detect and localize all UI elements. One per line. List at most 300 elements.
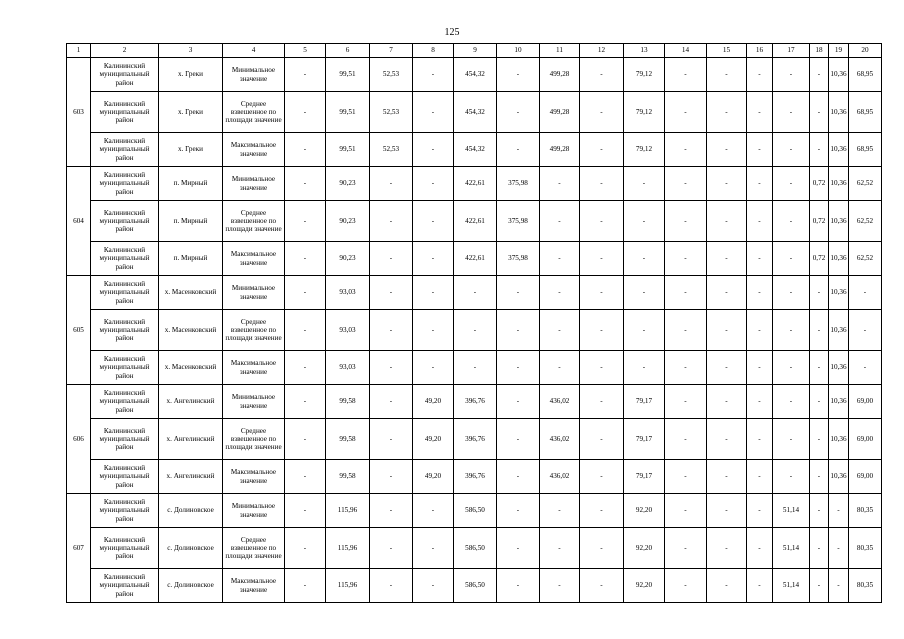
table-cell: Максимальное значение [223,351,285,385]
table-cell: - [370,351,413,385]
table-cell: 99,58 [326,419,370,460]
row-group-id: 607 [67,494,91,603]
table-cell: - [707,201,747,242]
table-cell: - [624,242,665,276]
table-cell: - [810,133,829,167]
table-cell: - [413,58,454,92]
table-cell: - [413,167,454,201]
table-cell: - [454,351,497,385]
table-cell: - [747,419,773,460]
table-cell: х. Масенковский [159,276,223,310]
table-cell: 99,51 [326,58,370,92]
table-cell: - [829,569,849,603]
table-cell: - [747,201,773,242]
column-header: 14 [665,44,707,58]
table-cell: - [773,419,810,460]
table-cell: - [747,569,773,603]
table-cell: 586,50 [454,494,497,528]
table-cell: х. Ангелинский [159,385,223,419]
table-cell: 375,98 [497,201,540,242]
table-cell: Калининский муниципальный район [91,351,159,385]
table-cell: - [413,351,454,385]
table-cell: - [285,92,326,133]
table-cell: 10,36 [829,167,849,201]
table-cell: 10,36 [829,419,849,460]
table-cell: 69,00 [849,385,882,419]
table-cell: Среднее взвешенное по площади значение [223,528,285,569]
table-cell: - [665,385,707,419]
table-cell: - [810,494,829,528]
table-cell: 115,96 [326,569,370,603]
row-group-id: 603 [67,58,91,167]
column-header: 8 [413,44,454,58]
table-cell: - [497,569,540,603]
table-cell: - [665,419,707,460]
table-cell: - [624,201,665,242]
table-cell: 0,72 [810,167,829,201]
table-row [67,569,882,603]
table-cell: х. Масенковский [159,351,223,385]
table-cell: Калининский муниципальный район [91,167,159,201]
table-cell: 375,98 [497,242,540,276]
table-cell: 51,14 [773,569,810,603]
table-cell: 51,14 [773,528,810,569]
table-cell: - [707,460,747,494]
table-cell: с. Долиновское [159,528,223,569]
table-cell: - [540,242,580,276]
table-cell: Калининский муниципальный район [91,133,159,167]
table-cell: х. Греки [159,92,223,133]
table-cell: - [707,419,747,460]
table-cell: - [849,351,882,385]
table-cell: Калининский муниципальный район [91,569,159,603]
table-cell: - [370,569,413,603]
table-row [67,133,882,167]
table-cell: 436,02 [540,419,580,460]
table-cell: Максимальное значение [223,133,285,167]
table-row [67,494,882,528]
table-cell: х. Греки [159,58,223,92]
table-cell: 93,03 [326,351,370,385]
table-cell: - [285,419,326,460]
table-cell: 499,28 [540,58,580,92]
table-cell: 92,20 [624,494,665,528]
table-cell: - [540,528,580,569]
table-cell: - [624,351,665,385]
table-cell: - [370,460,413,494]
table-cell: 62,52 [849,201,882,242]
table-cell: - [747,276,773,310]
table-cell: - [370,419,413,460]
table-cell: - [285,58,326,92]
table-cell: - [285,528,326,569]
table-cell: Калининский муниципальный район [91,92,159,133]
table-cell: 90,23 [326,242,370,276]
column-header: 20 [849,44,882,58]
table-cell: - [413,92,454,133]
column-header: 11 [540,44,580,58]
table-cell: 436,02 [540,385,580,419]
table-cell: - [773,58,810,92]
table-cell: - [413,310,454,351]
table-cell: 80,35 [849,569,882,603]
table-cell: - [413,494,454,528]
table-cell: х. Ангелинский [159,419,223,460]
table-cell: - [665,460,707,494]
table-cell: - [540,167,580,201]
table-cell: 49,20 [413,460,454,494]
table-row [67,167,882,201]
table-cell: - [540,201,580,242]
table-cell: - [580,351,624,385]
table-cell: - [580,276,624,310]
table-cell: - [580,310,624,351]
table-cell: 99,51 [326,92,370,133]
table-cell: - [580,419,624,460]
table-cell: х. Ангелинский [159,460,223,494]
table-cell: - [580,494,624,528]
table-cell: 375,98 [497,167,540,201]
table-cell: 436,02 [540,460,580,494]
table-cell: - [497,92,540,133]
table-cell: - [773,133,810,167]
table-row [67,276,882,310]
table-cell: - [540,494,580,528]
row-group-id: 606 [67,385,91,494]
table-cell: 90,23 [326,201,370,242]
table-cell: - [413,242,454,276]
table-cell: - [747,460,773,494]
table-row [67,385,882,419]
table-cell: - [707,167,747,201]
table-cell: - [773,310,810,351]
table-cell: Калининский муниципальный район [91,242,159,276]
table-cell: Калининский муниципальный район [91,201,159,242]
table-cell: 69,00 [849,460,882,494]
table-cell: - [810,419,829,460]
table-cell: 10,36 [829,460,849,494]
table-cell: - [413,201,454,242]
table-cell: 10,36 [829,92,849,133]
table-cell: - [580,167,624,201]
table-cell: - [665,351,707,385]
table-cell: - [497,419,540,460]
table-cell: 99,58 [326,460,370,494]
table-cell: - [773,92,810,133]
table-cell: 586,50 [454,528,497,569]
table-cell: Калининский муниципальный район [91,528,159,569]
table-cell: - [747,133,773,167]
table-cell: - [747,58,773,92]
table-cell: 62,52 [849,167,882,201]
table-cell: - [773,167,810,201]
table-cell: - [810,58,829,92]
table-cell: - [849,310,882,351]
table-cell: - [540,569,580,603]
table-cell: - [285,310,326,351]
table-cell: 115,96 [326,494,370,528]
table-cell: Максимальное значение [223,460,285,494]
table-cell: 62,52 [849,242,882,276]
table-cell: Максимальное значение [223,242,285,276]
table-cell: - [747,167,773,201]
table-cell: - [810,460,829,494]
table-cell: п. Мирный [159,167,223,201]
table-cell: 10,36 [829,310,849,351]
table-cell: Среднее взвешенное по площади значение [223,201,285,242]
table-cell: 499,28 [540,92,580,133]
table-cell: - [773,460,810,494]
table-cell: 68,95 [849,58,882,92]
table-row [67,528,882,569]
table-cell: Максимальное значение [223,569,285,603]
table-cell: - [285,201,326,242]
table-cell: 99,51 [326,133,370,167]
table-cell: - [707,242,747,276]
table-cell: - [707,528,747,569]
table-cell: 90,23 [326,167,370,201]
table-cell: - [624,167,665,201]
table-cell: - [580,58,624,92]
row-group-id: 605 [67,276,91,385]
table-cell: - [580,133,624,167]
header-row [67,44,882,58]
column-header: 6 [326,44,370,58]
table-row [67,310,882,351]
table-cell: - [413,569,454,603]
table-cell: 454,32 [454,58,497,92]
table-cell: - [665,201,707,242]
table-cell: Калининский муниципальный район [91,310,159,351]
table-cell: - [707,92,747,133]
table-cell: - [285,242,326,276]
table-cell: Среднее взвешенное по площади значение [223,92,285,133]
row-group-id: 604 [67,167,91,276]
table-cell: 0,72 [810,242,829,276]
table-cell: 10,36 [829,133,849,167]
table-cell: 68,95 [849,92,882,133]
table-cell: - [370,494,413,528]
table-cell: 0,72 [810,201,829,242]
table-cell: Минимальное значение [223,58,285,92]
table-cell: 68,95 [849,133,882,167]
table-cell: 92,20 [624,569,665,603]
table-cell: 93,03 [326,310,370,351]
table-cell: Калининский муниципальный район [91,494,159,528]
table-cell: 92,20 [624,528,665,569]
table-cell: - [829,528,849,569]
table-cell: - [370,385,413,419]
table-cell: - [580,92,624,133]
table-cell: - [497,528,540,569]
table-cell: - [540,310,580,351]
column-header: 13 [624,44,665,58]
table-cell: Калининский муниципальный район [91,419,159,460]
table-cell: - [810,276,829,310]
column-header: 1 [67,44,91,58]
table-cell: Калининский муниципальный район [91,460,159,494]
table-cell: 49,20 [413,385,454,419]
table-cell: - [849,276,882,310]
table-cell: - [773,201,810,242]
table-cell: - [773,351,810,385]
table-cell: - [540,351,580,385]
table-cell: - [810,310,829,351]
column-header: 18 [810,44,829,58]
table-row [67,460,882,494]
column-header: 3 [159,44,223,58]
table-cell: - [285,276,326,310]
table-cell: 396,76 [454,385,497,419]
table-cell: - [580,569,624,603]
table-cell: Среднее взвешенное по площади значение [223,419,285,460]
table-cell: - [497,276,540,310]
table-cell: - [747,494,773,528]
table-cell: - [707,276,747,310]
table-cell: - [665,569,707,603]
table-cell: - [747,92,773,133]
table-cell: с. Долиновское [159,494,223,528]
table-cell: 79,12 [624,58,665,92]
table-cell: 422,61 [454,201,497,242]
table-cell: - [707,133,747,167]
data-table [66,43,882,603]
table-cell: Среднее взвешенное по площади значение [223,310,285,351]
table-cell: - [810,351,829,385]
column-header: 17 [773,44,810,58]
table-cell: - [665,58,707,92]
table-cell: 80,35 [849,528,882,569]
table-cell: 80,35 [849,494,882,528]
table-cell: 10,36 [829,276,849,310]
table-cell: 422,61 [454,242,497,276]
table-cell: Калининский муниципальный район [91,385,159,419]
table-cell: 79,12 [624,133,665,167]
table-cell: - [829,494,849,528]
table-cell: - [665,133,707,167]
table-cell: - [810,528,829,569]
table-cell: Калининский муниципальный район [91,276,159,310]
table-cell: с. Долиновское [159,569,223,603]
table-cell: - [370,310,413,351]
table-cell: 115,96 [326,528,370,569]
table-cell: - [773,385,810,419]
table-cell: - [370,201,413,242]
table-cell: - [773,242,810,276]
table-cell: - [707,385,747,419]
column-header: 5 [285,44,326,58]
table-cell: Минимальное значение [223,494,285,528]
table-cell: Минимальное значение [223,385,285,419]
table-cell: 79,17 [624,460,665,494]
table-cell: 10,36 [829,385,849,419]
table-body [67,44,882,603]
table-cell: - [665,92,707,133]
table-cell: - [497,58,540,92]
table-cell: 10,36 [829,201,849,242]
table-cell: - [580,460,624,494]
table-cell: - [454,276,497,310]
table-cell: - [665,276,707,310]
column-header: 19 [829,44,849,58]
table-cell: - [665,494,707,528]
table-cell: 10,36 [829,242,849,276]
table-cell: х. Масенковский [159,310,223,351]
table-cell: - [707,569,747,603]
column-header: 4 [223,44,285,58]
table-cell: - [413,276,454,310]
table-cell: - [707,310,747,351]
table-cell: 99,58 [326,385,370,419]
column-header: 12 [580,44,624,58]
table-cell: - [370,276,413,310]
table-cell: 51,14 [773,494,810,528]
table-cell: - [285,385,326,419]
table-cell: - [707,494,747,528]
column-header: 7 [370,44,413,58]
table-cell: - [285,494,326,528]
table-cell: 49,20 [413,419,454,460]
table-cell: Калининский муниципальный район [91,58,159,92]
table-cell: - [665,310,707,351]
table-cell: - [665,167,707,201]
table-cell: 396,76 [454,419,497,460]
table-cell: - [285,351,326,385]
table-cell: 79,17 [624,385,665,419]
table-cell: - [747,242,773,276]
table-cell: - [624,276,665,310]
table-row [67,419,882,460]
table-cell: 10,36 [829,58,849,92]
table-cell: - [497,133,540,167]
table-cell: - [580,242,624,276]
table-row [67,58,882,92]
table-cell: - [747,351,773,385]
table-cell: 93,03 [326,276,370,310]
table-cell: - [580,528,624,569]
column-header: 10 [497,44,540,58]
table-cell: 52,53 [370,92,413,133]
table-cell: - [810,385,829,419]
table-cell: - [497,494,540,528]
column-header: 16 [747,44,773,58]
column-header: 2 [91,44,159,58]
table-cell: 454,32 [454,133,497,167]
table-cell: х. Греки [159,133,223,167]
table-cell: п. Мирный [159,201,223,242]
table-cell: 52,53 [370,133,413,167]
table-cell: - [707,351,747,385]
table-row [67,242,882,276]
table-cell: 52,53 [370,58,413,92]
table-cell: - [413,528,454,569]
table-cell: - [413,133,454,167]
table-cell: - [665,528,707,569]
table-cell: - [580,201,624,242]
table-cell: - [810,92,829,133]
table-cell: 454,32 [454,92,497,133]
table-cell: 79,17 [624,419,665,460]
table-cell: - [285,167,326,201]
table-cell: - [707,58,747,92]
table-row [67,201,882,242]
table-cell: - [747,310,773,351]
table-cell: п. Мирный [159,242,223,276]
table-cell: 586,50 [454,569,497,603]
table-cell: - [370,528,413,569]
table-cell: - [285,133,326,167]
table-cell: Минимальное значение [223,276,285,310]
